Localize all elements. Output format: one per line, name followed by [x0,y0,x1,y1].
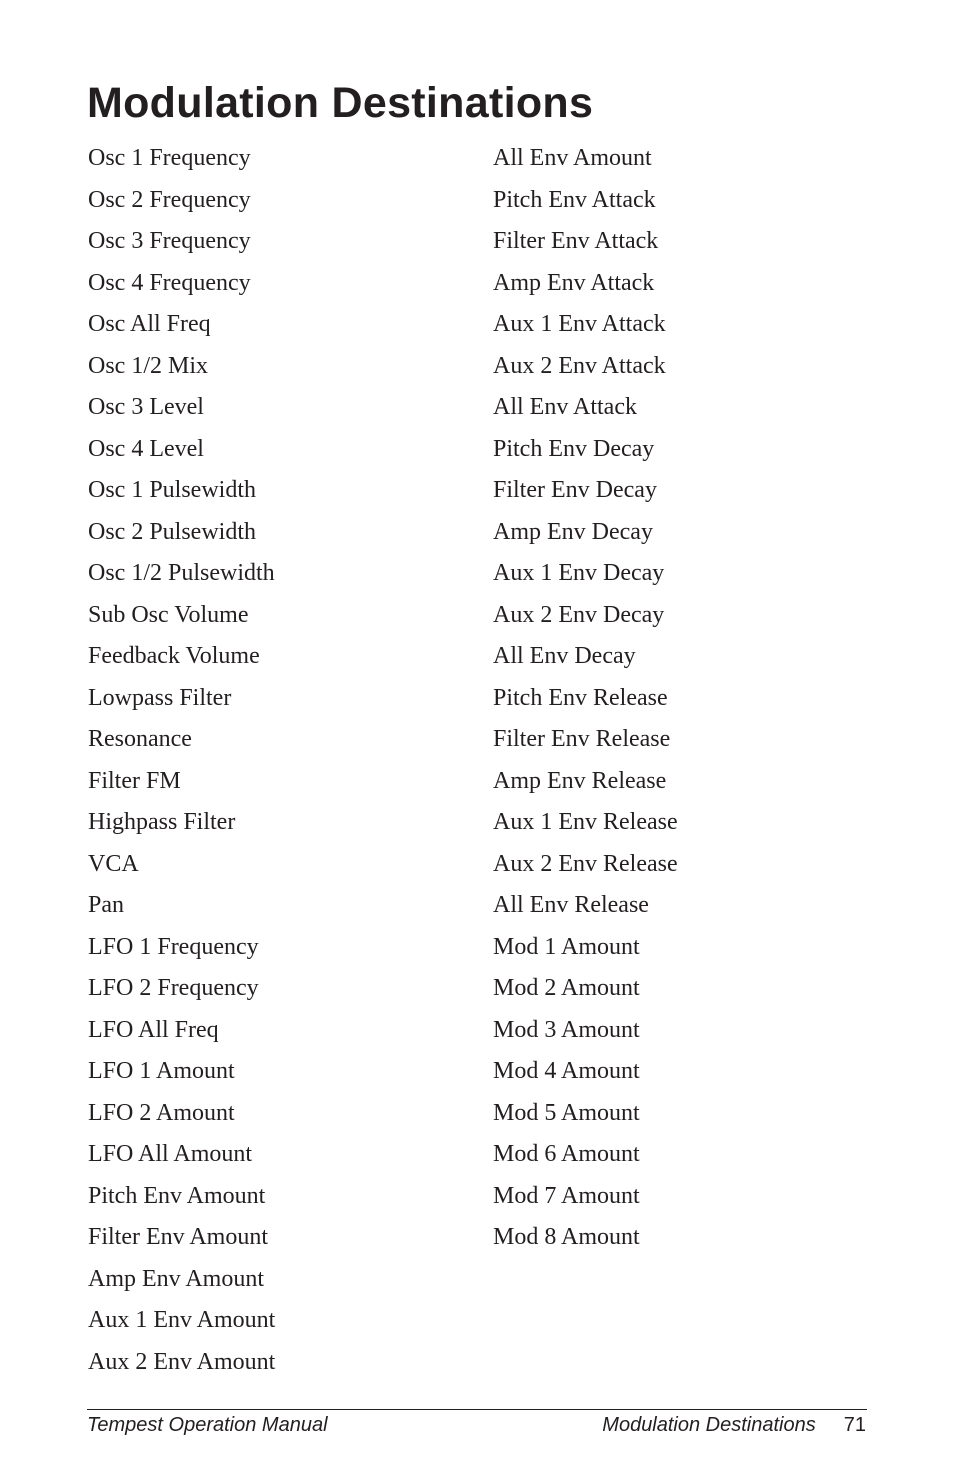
destination-item: Osc 3 Frequency [88,228,251,254]
destination-item: All Env Release [493,892,649,918]
destination-item: Osc All Freq [88,311,211,337]
destination-item: Amp Env Release [493,767,667,794]
destination-item: Aux 2 Env Release [493,850,678,877]
destination-item: LFO 1 Frequency [88,933,259,960]
destination-item: Amp Env Decay [493,518,653,545]
destination-item: All Env Decay [493,643,636,669]
destination-item: Pitch Env Amount [88,1182,266,1209]
destination-item: Mod 8 Amount [493,1224,640,1250]
destination-item: Pitch Env Attack [493,186,656,213]
destination-item: Pan [88,892,124,918]
destination-item: Osc 2 Frequency [88,186,251,213]
destination-item: Aux 2 Env Decay [493,601,665,628]
destination-item: Aux 2 Env Attack [493,352,666,379]
destination-item: Filter Env Release [493,726,671,752]
destination-item: Osc 1 Frequency [88,145,251,171]
destination-item: Mod 5 Amount [493,1099,640,1126]
destination-item: Filter Env Decay [493,477,657,503]
destination-item: Aux 1 Env Attack [493,311,666,337]
destination-item: Mod 1 Amount [493,933,640,960]
destination-item: Mod 6 Amount [493,1141,640,1167]
footer-divider [87,1409,867,1410]
destination-item: LFO All Amount [88,1141,253,1167]
destination-item: Filter FM [88,767,181,794]
destination-item: Aux 1 Env Decay [493,560,665,586]
destination-item: Aux 2 Env Amount [88,1348,276,1375]
destination-item: Amp Env Amount [88,1265,265,1292]
destination-item: Pitch Env Decay [493,435,655,462]
footer-manual-title: Tempest Operation Manual [87,1414,328,1436]
destination-item: All Env Attack [493,394,637,420]
destination-item: Osc 4 Level [88,435,204,462]
destination-item: Mod 4 Amount [493,1058,640,1084]
destination-item: Mod 3 Amount [493,1016,640,1043]
page-title: Modulation Destinations [87,79,594,127]
destination-item: Filter Env Amount [88,1224,268,1250]
footer-page-number: 71 [843,1414,866,1436]
destination-item: Osc 2 Pulsewidth [88,518,256,545]
destinations-right-column [493,138,678,1259]
destination-item: Lowpass Filter [88,684,232,711]
destination-item: Resonance [88,726,192,752]
destination-item: Mod 7 Amount [493,1182,640,1209]
destination-item: Feedback Volume [88,643,260,669]
destination-item: Amp Env Attack [493,269,655,296]
destination-item: Osc 1 Pulsewidth [88,477,256,503]
destination-item: Sub Osc Volume [88,601,249,628]
destination-item: LFO 2 Frequency [88,975,259,1001]
destination-item: Osc 1/2 Mix [88,352,208,379]
destination-item: Osc 4 Frequency [88,269,251,296]
destination-item: LFO 2 Amount [88,1099,235,1126]
destination-item: Osc 3 Level [88,394,204,420]
destination-item: LFO All Freq [88,1016,219,1043]
destinations-left-column [88,138,275,1383]
destination-item: Osc 1/2 Pulsewidth [88,560,275,586]
destination-item: LFO 1 Amount [88,1058,235,1084]
footer-section-title: Modulation Destinations [602,1414,816,1436]
destination-item: Aux 1 Env Amount [88,1307,276,1333]
destination-item: Pitch Env Release [493,684,668,711]
footer-right [602,1412,866,1438]
destination-item: VCA [88,850,139,877]
destination-item: Aux 1 Env Release [493,809,678,835]
destination-item: Highpass Filter [88,809,236,835]
destination-item: Filter Env Attack [493,228,659,254]
destination-item: Mod 2 Amount [493,975,640,1001]
destination-item: All Env Amount [493,145,652,171]
